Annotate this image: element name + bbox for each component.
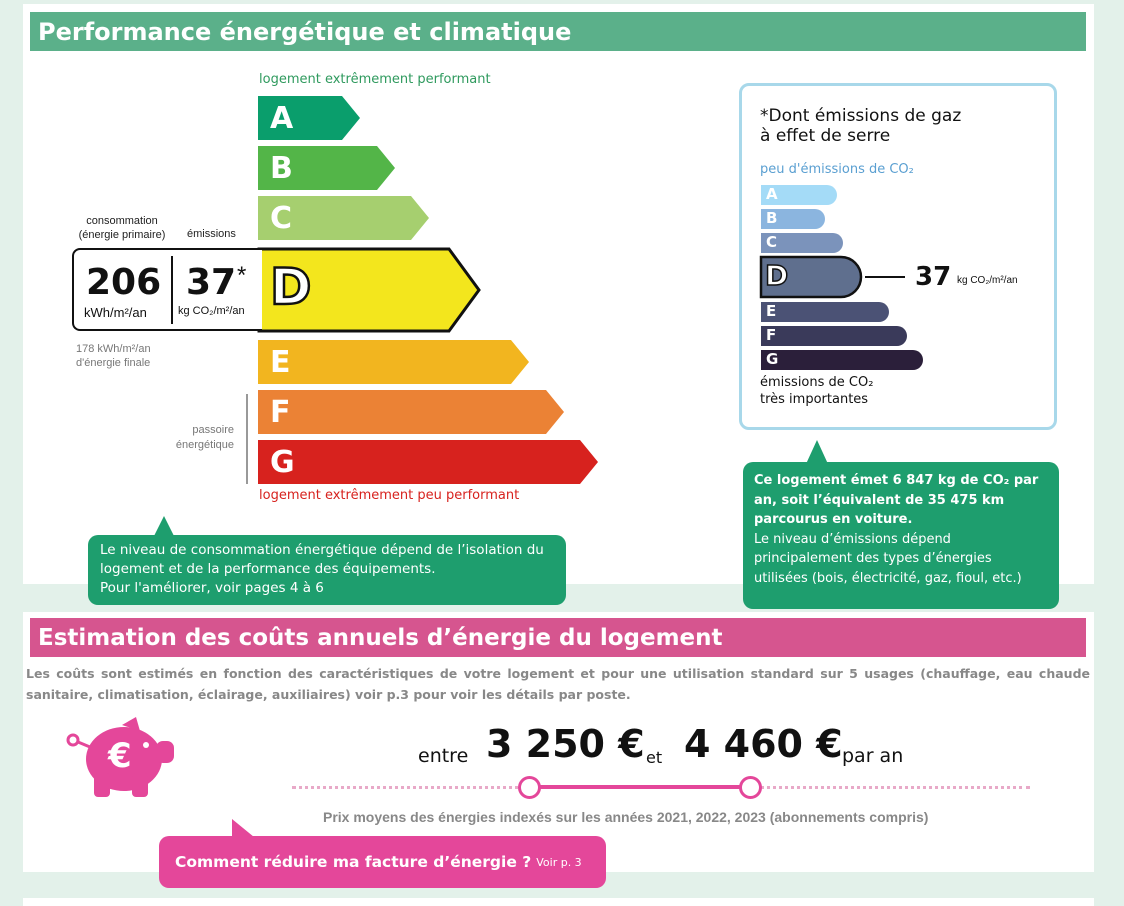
ghg-note-line-2: principalement des types d’énergies bbox=[754, 551, 992, 566]
ghg-bottom-label-2: très importantes bbox=[760, 392, 869, 407]
max-cost: 4 460 € bbox=[684, 722, 843, 766]
ghg-value: 37 bbox=[915, 262, 952, 292]
grade-letter-d: D bbox=[270, 258, 312, 316]
range-mid: et bbox=[646, 748, 663, 767]
ghg-note-pointer bbox=[806, 440, 828, 464]
consumption-value: 206 bbox=[86, 262, 162, 303]
emissions-asterisk: * bbox=[237, 262, 247, 289]
value-box-divider bbox=[171, 256, 173, 324]
grade-bar-g bbox=[258, 440, 598, 484]
cta-main-text: Comment réduire ma facture d’énergie ? bbox=[175, 853, 532, 871]
ghg-unit: kg CO₂/m²/an bbox=[957, 275, 1018, 286]
ghg-note-bold-3: parcourus en voiture. bbox=[754, 512, 913, 527]
min-cost: 3 250 € bbox=[486, 722, 645, 766]
range-suffix: par an bbox=[842, 745, 904, 767]
piggy-euro-symbol: € bbox=[108, 736, 132, 776]
consumption-header: consommation (énergie primaire) bbox=[78, 215, 166, 241]
price-note: Prix moyens des énergies indexés sur les années 2021, 2022, 2023 (abonnements compris) bbox=[323, 809, 929, 825]
ghg-letter-c: C bbox=[766, 233, 778, 251]
ghg-bar-f bbox=[761, 326, 907, 346]
grade-letter-e: E bbox=[270, 345, 291, 380]
final-energy-label: 178 kWh/m²/an d'énergie finale bbox=[76, 343, 151, 369]
ghg-top-label: peu d'émissions de CO₂ bbox=[760, 162, 914, 177]
grade-bar-f bbox=[258, 390, 564, 434]
grade-bar-e bbox=[258, 340, 529, 384]
energy-note-line-2: logement et de la performance des équipements. bbox=[100, 561, 436, 577]
energy-note-line-3: Pour l'améliorer, voir pages 4 à 6 bbox=[100, 580, 324, 596]
ghg-letter-g: G bbox=[766, 350, 779, 368]
passoire-label: passoire énergétique bbox=[175, 424, 234, 451]
energy-note bbox=[88, 535, 566, 605]
range-prefix: entre bbox=[418, 745, 469, 767]
ghg-bar-g bbox=[761, 350, 923, 370]
emissions-value: 37 bbox=[186, 262, 237, 303]
ghg-note bbox=[743, 462, 1059, 609]
ghg-letter-f: F bbox=[766, 326, 777, 344]
ghg-letter-b: B bbox=[766, 209, 778, 227]
energy-section-title: Performance énergétique et climatique bbox=[30, 12, 1086, 51]
range-solid-line bbox=[529, 785, 751, 789]
ghg-letter-e: E bbox=[766, 302, 777, 320]
range-min-marker bbox=[518, 776, 541, 799]
ghg-letter-a: A bbox=[766, 185, 778, 203]
grade-letter-b: B bbox=[270, 151, 293, 186]
cost-description: Les coûts sont estimés en fonction des caractéristiques de votre logement et pour une utilisation standard sur 5 usages (chauffage, eau chaude sanitaire, climatisation, éclairage, auxiliaires) voir p.3 pour voir les détails par poste. bbox=[26, 666, 1090, 702]
grade-letter-c: C bbox=[270, 201, 293, 236]
ghg-note-line-3: utilisées (bois, électricité, gaz, fioul, etc.) bbox=[754, 570, 1022, 586]
ghg-title-line-2: à effet de serre bbox=[760, 126, 891, 146]
emissions-unit: kg CO₂/m²/an bbox=[178, 305, 245, 317]
next-panel-edge bbox=[23, 898, 1094, 906]
passoire-bracket bbox=[246, 394, 248, 484]
grade-letter-f: F bbox=[270, 395, 291, 430]
energy-bottom-label: logement extrêmement peu performant bbox=[259, 488, 520, 503]
ghg-note-line-1: Le niveau d’émissions dépend bbox=[754, 531, 951, 547]
ghg-title-line-1: *Dont émissions de gaz bbox=[760, 106, 962, 126]
ghg-note-bold-2: an, soit l’équivalent de 35 475 km bbox=[754, 492, 1005, 508]
ghg-note-bold-1: Ce logement émet 6 847 kg de CO₂ par bbox=[754, 473, 1039, 488]
cta-reduce-bill[interactable] bbox=[159, 836, 606, 888]
ghg-bar-e bbox=[761, 302, 889, 322]
grade-letter-g: G bbox=[270, 445, 295, 480]
energy-note-line-1: Le niveau de consommation énergétique dépend de l’isolation du bbox=[100, 542, 544, 558]
ghg-letter-d: D bbox=[765, 259, 789, 292]
energy-top-label: logement extrêmement performant bbox=[259, 72, 491, 87]
cta-page-ref: Voir p. 3 bbox=[536, 855, 582, 869]
emissions-header: émissions bbox=[187, 228, 236, 240]
cost-section-title: Estimation des coûts annuels d’énergie du logement bbox=[30, 618, 1086, 657]
consumption-unit: kWh/m²/an bbox=[84, 305, 147, 320]
ghg-bottom-label-1: émissions de CO₂ bbox=[760, 375, 874, 390]
range-max-marker bbox=[739, 776, 762, 799]
grade-letter-a: A bbox=[270, 101, 294, 136]
